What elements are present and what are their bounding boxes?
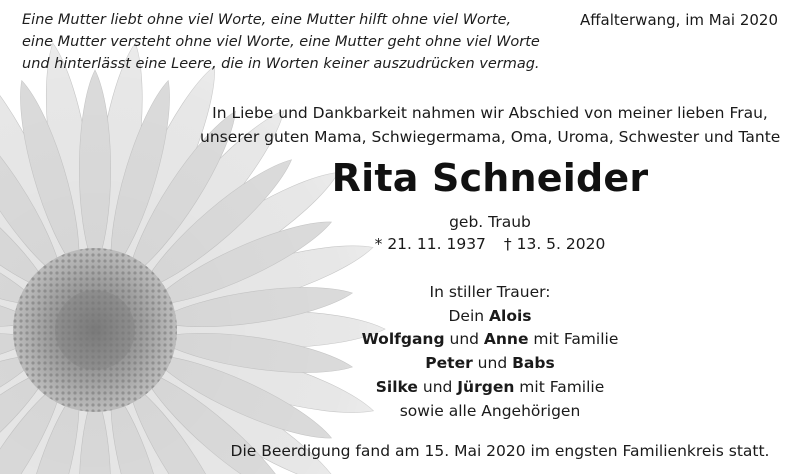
intro-line: unserer guten Mama, Schwiegermama, Oma, Uroma, Schwester und Tante	[200, 128, 781, 146]
mourner-name: Anne	[483, 330, 529, 349]
mourner-joiner: und	[472, 354, 513, 373]
life-dates	[200, 233, 780, 255]
deceased-name: Rita Schneider	[331, 156, 649, 200]
funeral-note: Die Beerdigung fand am 15. Mai 2020 im engsten Familienkreis statt.	[230, 442, 770, 460]
poem	[22, 9, 582, 75]
poem-line: Eine Mutter liebt ohne viel Worte, eine Mutter hilft ohne viel Worte,	[22, 12, 512, 28]
birth-date: * 21. 11. 1937	[374, 235, 486, 253]
mourner-name: Peter	[425, 354, 473, 373]
mourner-name: Babs	[512, 354, 555, 373]
mourners-list	[200, 281, 780, 423]
death-date: † 13. 5. 2020	[503, 235, 606, 253]
mourner-row	[200, 305, 780, 329]
intro-line: In Liebe und Dankbarkeit nahmen wir Abschied von meiner lieben Frau,	[212, 104, 768, 122]
mourner-row	[200, 352, 780, 376]
mourner-suffix: mit Familie	[514, 377, 605, 396]
mourner-name: Wolfgang	[361, 330, 445, 349]
mourner-row	[200, 328, 780, 352]
mourner-name: Silke	[375, 377, 418, 396]
intro-text	[200, 101, 780, 149]
mourner-joiner: und	[417, 377, 458, 396]
poem-line: eine Mutter versteht ohne viel Worte, eine Mutter geht ohne viel Worte	[22, 34, 540, 50]
mourner-name: Alois	[489, 306, 532, 325]
birth-name: geb. Traub	[449, 213, 531, 231]
mourner-joiner: und	[444, 330, 484, 349]
mourner-name: Jürgen	[457, 377, 515, 396]
mourner-row: sowie alle Angehörigen	[399, 401, 581, 420]
poem-line: und hinterlässt eine Leere, die in Worten keiner auszudrücken vermag.	[22, 56, 540, 72]
place-date: Affalterwang, im Mai 2020	[579, 11, 778, 29]
mourner-row	[200, 376, 780, 400]
mourner-suffix: mit Familie	[528, 330, 619, 349]
mourner-prefix: Dein	[448, 306, 490, 325]
mourners-heading: In stiller Trauer:	[429, 283, 551, 301]
